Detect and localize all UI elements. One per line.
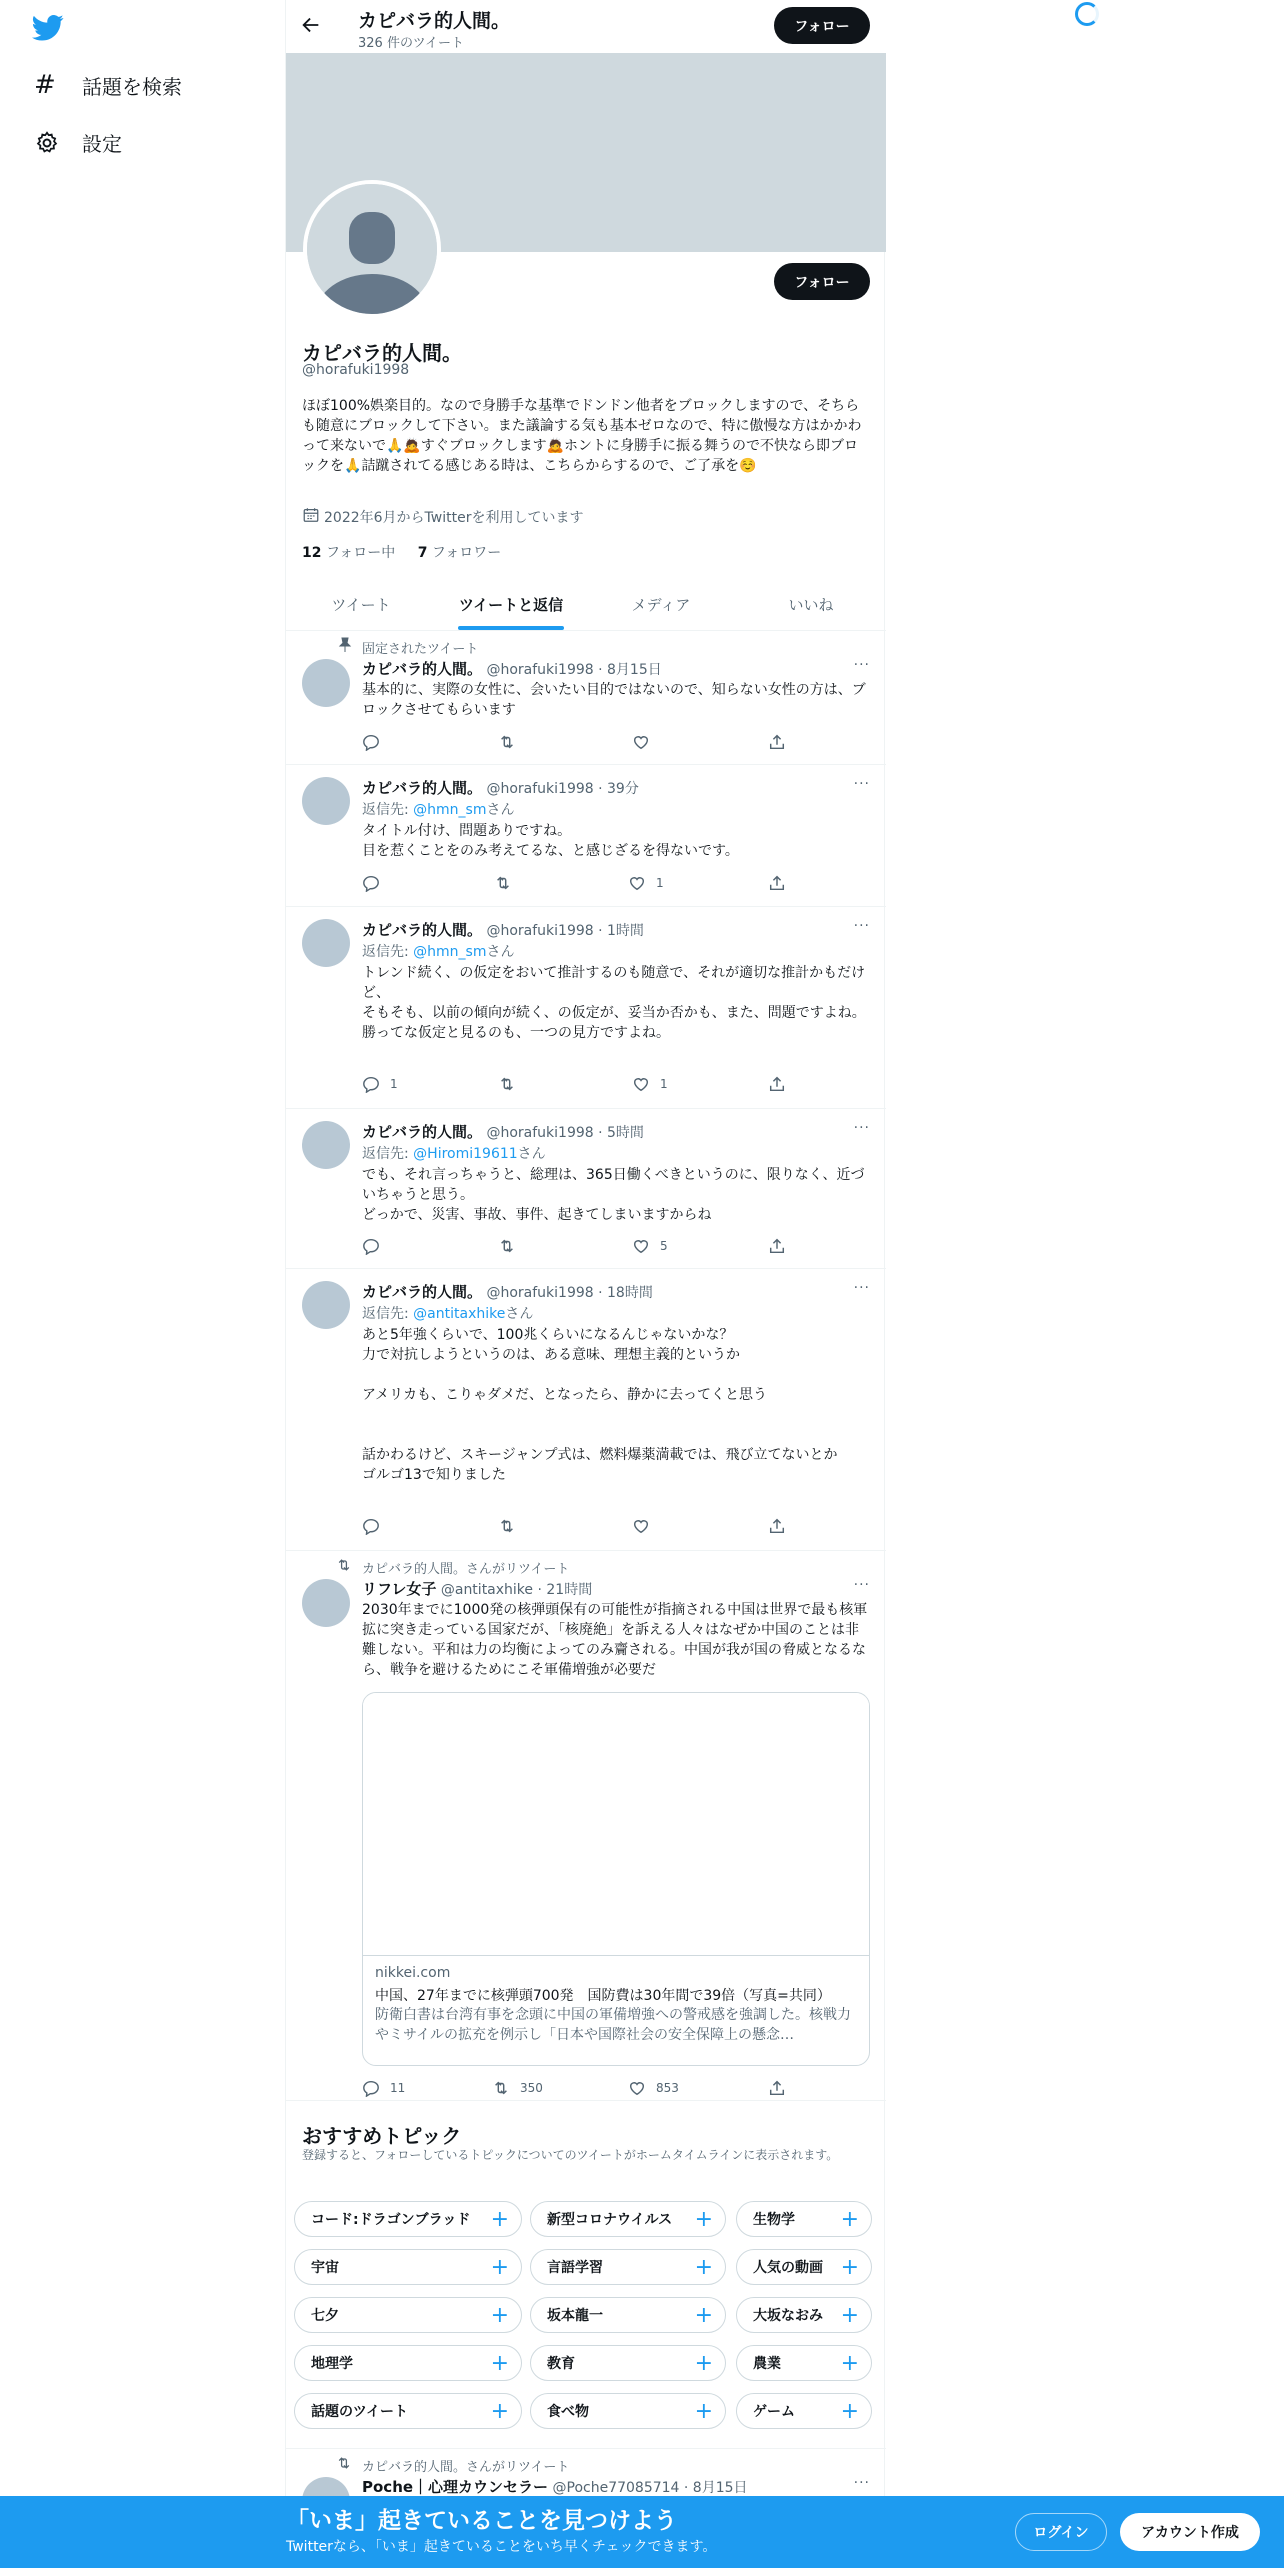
reply-to-link[interactable]: @hmn_sm — [413, 802, 487, 818]
like-icon — [632, 733, 650, 751]
tweet-meta[interactable]: @horafuki1998 · 1時間 — [486, 923, 644, 939]
reply-prefix: 返信先: — [362, 944, 414, 960]
following-label: フォロー中 — [325, 545, 396, 561]
plus-icon: + — [490, 2254, 509, 2280]
hashtag-icon: # — [34, 70, 56, 100]
retweet-icon — [494, 874, 512, 892]
share-button[interactable] — [768, 1517, 786, 1535]
more-icon[interactable]: ··· — [853, 1280, 870, 1296]
avatar[interactable] — [302, 777, 350, 825]
plus-icon: + — [694, 2254, 713, 2280]
signup-headline: 「いま」起きていることを見つけよう — [286, 2508, 677, 2534]
share-button[interactable] — [768, 2079, 786, 2097]
topic-chip-label: 七夕 — [311, 2308, 339, 2324]
tweet-text: でも、それ言っちゃうと、総理は、365日働くべきというのに、限りなく、近づいちゃうと思う。 どっかで、災害、事故、事件、起きてしまいますからね — [362, 1167, 865, 1223]
tab-likes[interactable]: いいね — [788, 595, 834, 614]
tweet-meta[interactable]: @horafuki1998 · 18時間 — [486, 1285, 653, 1301]
profile-follow-button[interactable]: フォロー — [774, 263, 870, 300]
tweet-author-name[interactable]: リフレ女子 — [362, 1580, 437, 1598]
like-count: 1 — [656, 876, 664, 890]
signup-subline: Twitterなら、「いま」起きていることをいち早くチェックできます。 — [286, 2539, 717, 2555]
plus-icon: + — [694, 2302, 713, 2328]
following-count: 12 — [302, 545, 322, 561]
retweet-indicator — [330, 2455, 569, 2475]
tweet[interactable] — [286, 1551, 886, 2101]
profile-joined-text: 2022年6月からTwitterを利用しています — [324, 510, 584, 526]
retweet-icon — [498, 1237, 516, 1255]
avatar[interactable] — [302, 659, 350, 707]
tweet-text: 2030年までに1000発の核弾頭保有の可能性が指摘される中国は世界で最も核軍拡に突き走っている国家だが、「核廃絶」を訴える人々はなぜか中国のことは非難しない。平和は力の均衡によってのみ齎される。中国が我が国の脅威となるなら、戦争を避けるためにこそ軍備増強が必要だ — [362, 1602, 868, 1678]
topic-chip[interactable] — [736, 2345, 872, 2381]
signup-banner — [0, 2496, 1284, 2568]
header-tweet-count: 326 件のツイート — [358, 36, 465, 51]
topic-chip-label: 言語学習 — [547, 2260, 603, 2276]
reply-context — [362, 941, 515, 961]
like-button[interactable] — [632, 1075, 668, 1093]
topic-chip-label: 食べ物 — [547, 2404, 589, 2420]
avatar[interactable] — [302, 1579, 350, 1627]
topic-chip[interactable] — [736, 2249, 872, 2285]
more-icon[interactable]: ··· — [853, 1577, 870, 1593]
retweet-icon — [498, 1517, 516, 1535]
topic-chip-label: ゲーム — [753, 2404, 795, 2420]
profile-bio: ほぼ100%娯楽目的。なので身勝手な基準でドンドン他者をブロックしますので、そちらも随意にブロックして下さい。また議論する気も基本ゼロなので、特に傲慢な方はかかわって来ないで🙏🙇すぐブロックします🙇ホントに身勝手に振る舞うので不快なら即ブロックを🙏詰蹴されてる感じある時は、こちらからするので、ご了承を☺️ — [302, 398, 862, 474]
topic-chip-label: 人気の動画 — [753, 2260, 823, 2276]
reply-count: 1 — [390, 1077, 398, 1091]
reply-icon — [362, 733, 380, 751]
reply-button[interactable] — [362, 733, 390, 751]
tweet-actions — [362, 1237, 782, 1257]
tweet-author-name[interactable]: カピバラ的人間。 — [362, 1283, 483, 1301]
reply-suffix: さん — [517, 1146, 546, 1162]
more-icon[interactable]: ··· — [853, 657, 870, 673]
tweet-header — [362, 919, 644, 940]
topic-chip[interactable] — [530, 2249, 726, 2285]
profile-joined — [302, 506, 583, 528]
topic-chip-label: コード:ドラゴンブラッド — [311, 2212, 471, 2228]
like-button[interactable] — [632, 1237, 668, 1255]
left-navigation — [0, 0, 285, 2568]
tab-tweets-and-replies[interactable]: ツイートと返信 — [436, 578, 586, 630]
retweeted-by-label[interactable]: カピバラ的人間。さんがリツイート — [362, 1561, 570, 1577]
profile-name: カピバラ的人間。 — [302, 341, 462, 365]
reply-button[interactable] — [362, 2079, 405, 2097]
tweet-meta[interactable]: @horafuki1998 · 5時間 — [486, 1125, 644, 1141]
tweet-author-name[interactable]: カピバラ的人間。 — [362, 779, 483, 797]
topic-chip[interactable] — [736, 2201, 872, 2237]
topic-chip-label: 宇宙 — [311, 2260, 339, 2276]
plus-icon: + — [840, 2350, 859, 2376]
reply-icon — [362, 1517, 380, 1535]
tweet-meta[interactable]: @Poche77085714 · 8月15日 — [552, 2480, 748, 2496]
topic-chip-label: 坂本龍一 — [547, 2308, 603, 2324]
plus-icon: + — [840, 2206, 859, 2232]
tweet-meta[interactable]: @horafuki1998 · 39分 — [486, 781, 639, 797]
tweet[interactable] — [286, 1109, 886, 1269]
reply-suffix: さん — [486, 944, 515, 960]
plus-icon: + — [840, 2398, 859, 2424]
topics-subtitle: 登録すると、フォローしているトピックについてのツイートがホームタイムラインに表示されます。 — [302, 2148, 839, 2162]
link-card[interactable] — [362, 1692, 870, 2066]
more-icon[interactable]: ··· — [853, 2475, 870, 2491]
back-arrow-icon[interactable] — [300, 14, 322, 40]
nav-explore-label: 話題を検索 — [82, 74, 182, 99]
link-card-description: 防衛白書は台湾有事を念頭に中国の軍備増強への警戒感を強調した。核戦力やミサイルの拡充を例示し「日本や国際社会の安全保障上の懸念… — [375, 2007, 851, 2043]
tweet-header — [362, 658, 662, 679]
followers-label: フォロワー — [431, 545, 502, 561]
plus-icon: + — [840, 2254, 859, 2280]
tab-media[interactable]: メディア — [631, 595, 691, 614]
retweet-icon — [498, 733, 516, 751]
profile-header — [286, 0, 886, 53]
tweet-author-name[interactable]: Poche｜心理カウンセラー — [362, 2478, 549, 2496]
tweet-header — [362, 1281, 653, 1302]
plus-icon: + — [694, 2350, 713, 2376]
tweet-actions — [362, 733, 782, 753]
plus-icon: + — [490, 2350, 509, 2376]
gear-icon — [34, 130, 60, 156]
more-icon[interactable]: ··· — [853, 1120, 870, 1136]
topic-chip[interactable] — [294, 2297, 522, 2333]
avatar[interactable] — [302, 1121, 350, 1169]
share-icon — [768, 2079, 786, 2097]
plus-icon: + — [840, 2302, 859, 2328]
reply-icon — [362, 2079, 380, 2097]
nav-explore[interactable] — [34, 70, 182, 100]
topic-chip[interactable] — [294, 2249, 522, 2285]
topic-chip[interactable] — [294, 2201, 522, 2237]
like-button[interactable] — [628, 2079, 679, 2097]
retweet-icon — [330, 1557, 352, 1577]
reply-prefix: 返信先: — [362, 1306, 414, 1322]
retweet-button[interactable] — [498, 1237, 526, 1255]
topic-chip[interactable] — [530, 2345, 726, 2381]
more-icon[interactable]: ··· — [853, 918, 870, 934]
tweet-author-name[interactable]: カピバラ的人間。 — [362, 1123, 483, 1141]
tweet-header — [362, 777, 639, 798]
tweet-text: タイトル付け、問題ありですね。 目を惹くことをのみ考えてるな、と感じざるを得ないです。 — [362, 823, 739, 859]
retweet-button[interactable] — [492, 2079, 543, 2097]
plus-icon: + — [694, 2398, 713, 2424]
retweet-button[interactable] — [498, 1075, 526, 1093]
reply-context — [362, 1143, 546, 1163]
tweet-text: 基本的に、実際の女性に、会いたい目的ではないので、知らない女性の方は、ブロックさせてもらいます — [362, 682, 866, 718]
link-card-domain: nikkei.com — [375, 1965, 451, 1981]
reply-to-link[interactable]: @Hiromi19611 — [413, 1146, 518, 1162]
plus-icon: + — [490, 2206, 509, 2232]
like-icon — [632, 1237, 650, 1255]
share-icon — [768, 874, 786, 892]
topics-title: おすすめトピック — [302, 2124, 462, 2148]
profile-avatar[interactable] — [303, 180, 441, 318]
reply-to-link[interactable]: @hmn_sm — [413, 944, 487, 960]
share-icon — [768, 1237, 786, 1255]
reply-icon — [362, 1075, 380, 1093]
share-button[interactable] — [768, 1237, 786, 1255]
retweet-icon — [492, 2079, 510, 2097]
tweet[interactable] — [286, 765, 886, 907]
tweet[interactable] — [286, 1269, 886, 1551]
reply-context — [362, 799, 515, 819]
topic-chip[interactable] — [530, 2297, 726, 2333]
login-button[interactable]: ログイン — [1015, 2513, 1107, 2551]
reply-icon — [362, 874, 380, 892]
tweet-text: あと5年強くらいで、100兆くらいになるんじゃないかな？ 力で対抗しようというのは、ある意味、理想主義的というか アメリカも、こりゃダメだ、となったら、静かに去ってくと思う 話かわるけど、スキージャンプ式は、燃料爆薬満載では、飛び立てないとか ゴルゴ13で知りました — [362, 1327, 838, 1483]
tweet-header — [362, 2476, 748, 2497]
reply-button[interactable] — [362, 874, 390, 892]
topic-chip-label: 新型コロナウイルス — [547, 2212, 673, 2228]
reply-button[interactable] — [362, 1075, 398, 1093]
tweet-meta[interactable]: @horafuki1998 · 8月15日 — [486, 662, 662, 678]
signup-button[interactable]: アカウント作成 — [1120, 2513, 1260, 2551]
like-button[interactable] — [632, 733, 660, 751]
retweet-button[interactable] — [498, 733, 526, 751]
main-column — [285, 0, 885, 2568]
tab-tweets[interactable]: ツイート — [331, 595, 391, 614]
header-follow-button[interactable]: フォロー — [774, 7, 870, 44]
topic-chip[interactable] — [294, 2345, 522, 2381]
profile-handle: @horafuki1998 — [302, 362, 410, 378]
share-button[interactable] — [768, 874, 786, 892]
topic-chip-label: 話題のツイート — [311, 2404, 409, 2420]
topic-chip-label: 教育 — [547, 2356, 575, 2372]
tweet-actions — [362, 2079, 782, 2099]
followers-count: 7 — [417, 545, 428, 561]
loading-spinner-icon — [1075, 2, 1099, 26]
followers-stat[interactable] — [418, 545, 502, 561]
tweet[interactable] — [286, 631, 886, 765]
like-icon — [632, 1075, 650, 1093]
header-title: カピバラ的人間。 — [358, 10, 511, 32]
profile-tabs — [286, 578, 886, 631]
pin-icon — [330, 637, 352, 657]
nav-settings-label: 設定 — [82, 132, 122, 156]
retweeted-by-label[interactable]: カピバラ的人間。さんがリツイート — [362, 2459, 570, 2475]
reply-prefix: 返信先: — [362, 1146, 414, 1162]
tweet-author-name[interactable]: カピバラ的人間。 — [362, 921, 483, 939]
topic-chip[interactable] — [736, 2393, 872, 2429]
topic-chip-label: 生物学 — [753, 2212, 795, 2228]
link-card-title: 中国、27年までに核弾頭700発 国防費は30年間で39倍（写真=共同） — [375, 1988, 831, 2004]
like-count: 853 — [656, 2081, 679, 2095]
avatar[interactable] — [302, 1281, 350, 1329]
calendar-icon — [302, 506, 320, 528]
topic-chip[interactable] — [294, 2393, 522, 2429]
topic-chip-label: 農業 — [753, 2356, 781, 2372]
tweet[interactable] — [286, 907, 886, 1109]
more-icon[interactable]: ··· — [853, 776, 870, 792]
like-button[interactable] — [632, 1517, 660, 1535]
tweet-author-name[interactable]: カピバラ的人間。 — [362, 660, 483, 678]
reply-button[interactable] — [362, 1237, 390, 1255]
tweet-header — [362, 1121, 644, 1142]
share-button[interactable] — [768, 733, 786, 751]
tweet-actions — [362, 874, 782, 894]
following-stat[interactable] — [302, 545, 395, 561]
reply-context — [362, 1303, 533, 1323]
reply-suffix: さん — [505, 1306, 534, 1322]
topic-chip[interactable] — [530, 2201, 726, 2237]
like-icon — [632, 1517, 650, 1535]
topic-chip[interactable] — [736, 2297, 872, 2333]
topic-chip-label: 地理学 — [311, 2356, 353, 2372]
profile-follow-stats — [302, 542, 501, 562]
reply-suffix: さん — [486, 802, 515, 818]
share-button[interactable] — [768, 1075, 786, 1093]
topic-chip[interactable] — [530, 2393, 726, 2429]
link-card-image — [363, 1693, 869, 1956]
reply-icon — [362, 1237, 380, 1255]
like-button[interactable] — [628, 874, 664, 892]
reply-to-link[interactable]: @antitaxhike — [413, 1306, 506, 1322]
like-count: 1 — [660, 1077, 668, 1091]
tweet-actions — [362, 1075, 782, 1095]
share-icon — [768, 1517, 786, 1535]
reply-button[interactable] — [362, 1517, 390, 1535]
reply-prefix: 返信先: — [362, 802, 414, 818]
tweet-text: トレンド続く、の仮定をおいて推計するのも随意で、それが適切な推計かもだけど、 そもそも、以前の傾向が続く、の仮定が、妥当か否かも、また、問題ですよね。 勝ってな仮定と見るのも、一つの見方ですよね。 — [362, 965, 866, 1041]
tweet-meta[interactable]: @antitaxhike · 21時間 — [440, 1582, 593, 1598]
retweet-button[interactable] — [494, 874, 522, 892]
like-count: 5 — [660, 1239, 668, 1253]
nav-settings[interactable] — [34, 128, 122, 157]
twitter-logo-icon[interactable] — [32, 14, 64, 46]
reply-count: 11 — [390, 2081, 406, 2095]
like-icon — [628, 874, 646, 892]
retweet-icon — [498, 1075, 516, 1093]
pinned-indicator — [330, 637, 478, 657]
topic-chip-label: 大坂なおみ — [753, 2308, 823, 2324]
retweet-count: 350 — [520, 2081, 543, 2095]
retweet-indicator — [330, 1557, 569, 1577]
plus-icon: + — [490, 2398, 509, 2424]
like-icon — [628, 2079, 646, 2097]
share-icon — [768, 733, 786, 751]
plus-icon: + — [490, 2302, 509, 2328]
share-icon — [768, 1075, 786, 1093]
tweet-header — [362, 1578, 592, 1599]
avatar[interactable] — [302, 919, 350, 967]
plus-icon: + — [694, 2206, 713, 2232]
retweet-button[interactable] — [498, 1517, 526, 1535]
retweet-icon — [330, 2455, 352, 2475]
tweet-actions — [362, 1517, 782, 1537]
pinned-label: 固定されたツイート — [362, 641, 479, 657]
